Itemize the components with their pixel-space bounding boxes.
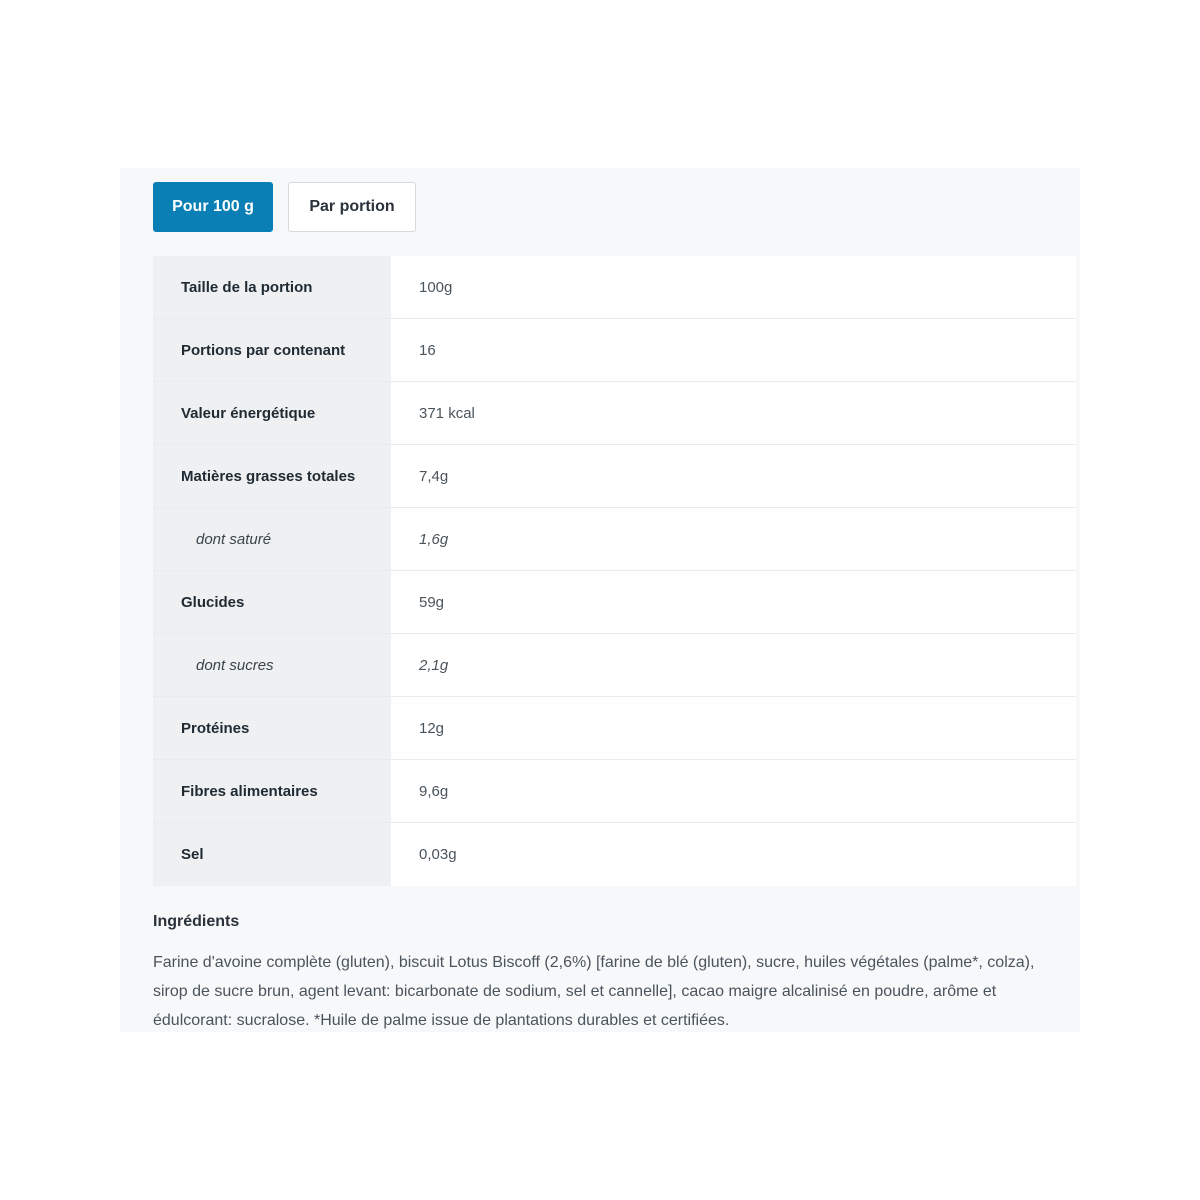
- nutrition-table: [153, 256, 1076, 886]
- nutrition-row-saturated-fat: [153, 508, 1076, 571]
- nutrition-panel: [120, 168, 1080, 1032]
- nutrition-row-energy: [153, 382, 1076, 445]
- nutrition-value: 2,1g: [391, 634, 1076, 696]
- nutrition-row-servings: [153, 319, 1076, 382]
- nutrition-label: Sel: [153, 823, 391, 886]
- tab-per-100g[interactable]: Pour 100 g: [153, 182, 273, 232]
- tab-per-portion[interactable]: Par portion: [288, 182, 416, 232]
- nutrition-value: 59g: [391, 571, 1076, 633]
- nutrition-value: 16: [391, 319, 1076, 381]
- nutrition-value: 100g: [391, 256, 1076, 318]
- nutrition-label: Valeur énergétique: [153, 382, 391, 444]
- nutrition-label: dont sucres: [153, 634, 391, 696]
- nutrition-value: 371 kcal: [391, 382, 1076, 444]
- nutrition-label: Protéines: [153, 697, 391, 759]
- nutrition-row-carbohydrates: [153, 571, 1076, 634]
- nutrition-row-protein: [153, 697, 1076, 760]
- nutrition-value: 0,03g: [391, 823, 1076, 886]
- nutrition-row-fat: [153, 445, 1076, 508]
- nutrition-label: Matières grasses totales: [153, 445, 391, 507]
- nutrition-label: Portions par contenant: [153, 319, 391, 381]
- ingredients-heading: Ingrédients: [153, 913, 240, 930]
- nutrition-row-salt: [153, 823, 1076, 886]
- nutrition-value: 12g: [391, 697, 1076, 759]
- nutrition-row-sugars: [153, 634, 1076, 697]
- nutrition-row-fiber: [153, 760, 1076, 823]
- nutrition-value: 9,6g: [391, 760, 1076, 822]
- nutrition-value: 7,4g: [391, 445, 1076, 507]
- nutrition-label: Taille de la portion: [153, 256, 391, 318]
- nutrition-label: dont saturé: [153, 508, 391, 570]
- portion-tabs: [153, 182, 416, 232]
- nutrition-label: Glucides: [153, 571, 391, 633]
- ingredients-text: Farine d'avoine complète (gluten), biscuit Lotus Biscoff (2,6%) [farine de blé (gluten), sucre, huiles végétales (palme*, colza), sirop de sucre brun, agent levant: bicarbonate de sodium, sel et cannelle], cacao maigre alcalinisé en poudre, arôme et édulcorant: sucralose. *Huile de palme issue de plantations durables et certifiées.: [153, 954, 1035, 1029]
- nutrition-label: Fibres alimentaires: [153, 760, 391, 822]
- nutrition-row-portion-size: [153, 256, 1076, 319]
- nutrition-value: 1,6g: [391, 508, 1076, 570]
